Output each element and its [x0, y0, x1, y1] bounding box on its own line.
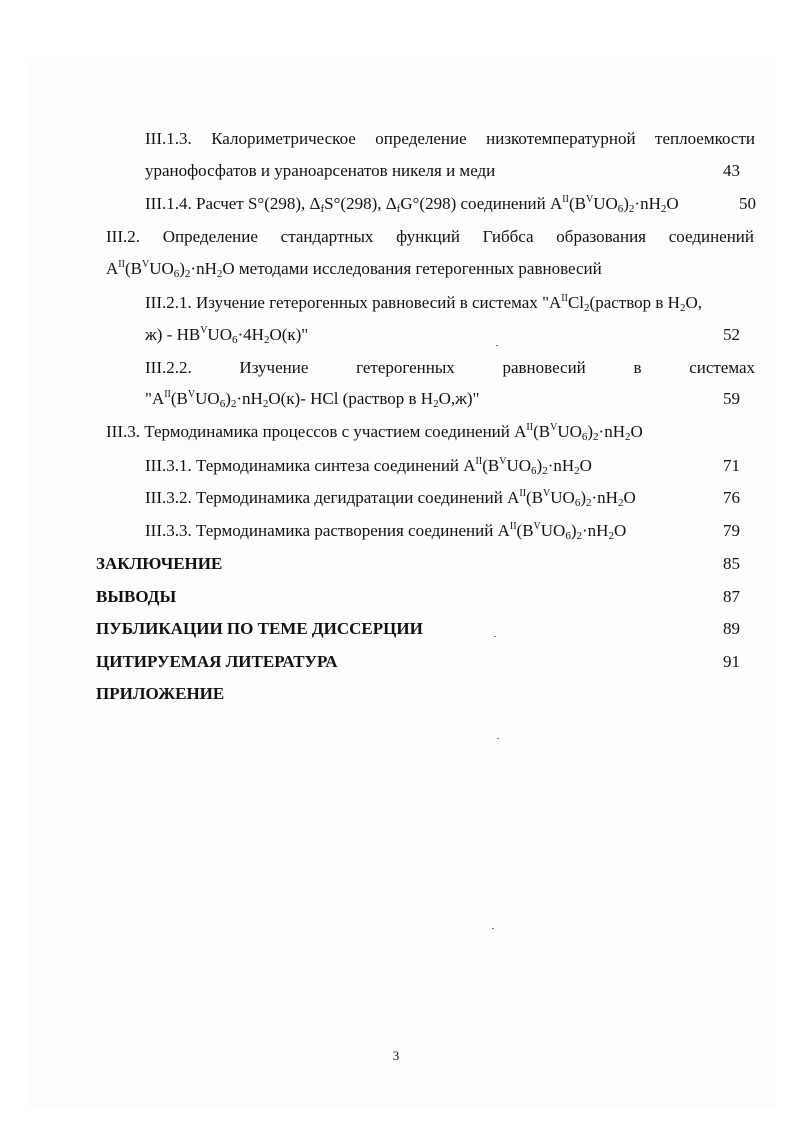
toc-entry-3-2-2-line1: III.2.2. Изучение гетерогенных равновесий в системах — [145, 358, 756, 377]
scan-speck — [492, 928, 494, 929]
toc-section-publications: ПУБЛИКАЦИИ ПО ТЕМЕ ДИССЕРЦИИ — [96, 619, 423, 638]
scan-speck — [496, 345, 498, 346]
toc-entry-3-2-1-line2: $ж) - HB^VUO_6\cdot 4H_2O(к)$" — [145, 325, 309, 346]
toc-entry-3-3: III.3. Термодинамика процессов с участием соединений $A^{II}(B^VUO_6)_2\cdot nH_2O$ — [106, 422, 643, 443]
toc-page-number: 50 — [739, 194, 756, 213]
scan-speck — [497, 738, 499, 739]
toc-entry-3-2-2-line2: "$A^{II}(B^VUO_6)_2\cdot nH_2O(к)-$ HCl (раствор в $H_2O,ж$)" — [145, 389, 480, 410]
page-number: 3 — [392, 1048, 400, 1063]
toc-page-number: 76 — [723, 488, 740, 507]
toc-entry-3-3-2: III.3.2. Термодинамика дегидратации соединений $A^{II}(B^VUO_6)_2\cdot nH_2O$ — [145, 488, 636, 509]
toc-entry-3-2-line1: III.2. Определение стандартных функций Гиббса образования соединений — [106, 227, 754, 246]
toc-section-findings: ВЫВОДЫ — [96, 587, 177, 606]
toc-page-number: 59 — [723, 389, 740, 408]
toc-page-number: 43 — [723, 161, 740, 180]
toc-page-number: 79 — [723, 521, 740, 540]
toc-entry-3-2-1-line1: III.2.1. Изучение гетерогенных равновесий в системах "$A^{II}Cl_2(раствор$ в $H_2O$, — [145, 293, 702, 314]
scan-speck — [494, 636, 496, 637]
toc-entry-3-1-3-line2: уранофосфатов и ураноарсенатов никеля и меди — [145, 161, 496, 180]
toc-section-appendix: ПРИЛОЖЕНИЕ — [96, 684, 225, 703]
toc-page-number: 89 — [723, 619, 740, 638]
toc-page-number: 87 — [723, 587, 740, 606]
toc-section-references: ЦИТИРУЕМАЯ ЛИТЕРАТУРА — [96, 652, 338, 671]
toc-entry-3-2-line2: $A^{II}(B^VUO_6)_2\cdot nH_2O$ методами исследования гетерогенных равновесий — [106, 259, 602, 280]
paper-sheet — [28, 58, 776, 1108]
toc-section-conclusion: ЗАКЛЮЧЕНИЕ — [96, 554, 223, 573]
toc-page-number: 91 — [723, 652, 740, 671]
toc-page-number: 85 — [723, 554, 740, 573]
toc-entry-3-1-3-line1: III.1.3. Калориметрическое определение низкотемпературной теплоемкости — [145, 129, 755, 148]
toc-page-number: 52 — [723, 325, 740, 344]
toc-entry-3-3-3: III.3.3. Термодинамика растворения соединений $A^{II}(B^VUO_6)_2\cdot nH_2O$ — [145, 521, 627, 542]
toc-entry-3-3-1: III.3.1. Термодинамика синтеза соединений $A^{II}(B^VUO_6)_2\cdot nH_2O$ — [145, 456, 592, 477]
toc-page-number: 71 — [723, 456, 740, 475]
toc-entry-3-1-4: III.1.4. Расчет S°(298), $\Delta_fS^\circ(298)$, $\Delta_fG^\circ(298)$ соединений $A^{II}(B^VUO_6)_2\cdot nH_2O$ — [145, 194, 679, 215]
